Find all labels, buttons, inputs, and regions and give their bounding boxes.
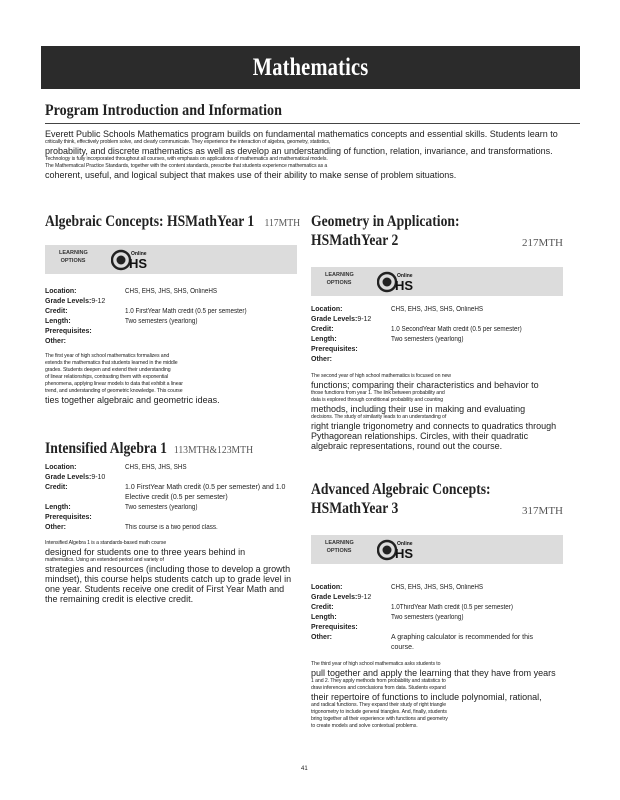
course-description [311, 373, 563, 451]
text-line: their repertoire of functions to include polynomial, rational, [311, 692, 542, 702]
text-line: functions; comparing their characteristics and behavior to [311, 380, 539, 390]
course-title: Intensified Algebra 1 113MTH&123MTH [45, 440, 254, 457]
course-title-line2: HSMathYear 3 [311, 500, 399, 517]
text-line: trigonometry to include general triangles. And, finally, students [311, 709, 447, 715]
intro-heading: Program Introduction and Information [45, 102, 282, 119]
course-intensified-algebra [45, 440, 297, 604]
text-line: algebraic representations, round out the course. [311, 441, 503, 451]
course-description [311, 661, 563, 730]
svg-text:Online: Online [397, 541, 413, 547]
text-line: coherent, useful, and logical subject that makes use of their ability to make sense of problem situations. [45, 170, 457, 180]
text-line: designed for students one to three years behind in [45, 547, 246, 557]
course-advanced-algebraic [311, 481, 563, 730]
course-title-line2: HSMathYear 2 [311, 232, 399, 249]
intro-paragraph [45, 129, 582, 180]
learning-options-label: LEARNING OPTIONS [59, 250, 88, 264]
text-line: ties together algebraic and geometric ideas. [45, 395, 220, 405]
course-fields: Location: CHS, EHS, JHS, SHS Grade Levels:9-10 Credit: 1.0 FirstYear Math credit (0.5 per semester) and 1.0 Elective credit (0.5 per semester) Length: Two semesters (yearlong) Prerequisites: Other: This course is a two period class. [45, 464, 286, 531]
text-line: grades. Students deepen and extend their understanding [45, 367, 171, 373]
page-title: Mathematics [252, 53, 369, 81]
online-hs-logo-icon [377, 270, 417, 294]
text-line: the remaining credit is elective credit. [45, 594, 194, 604]
svg-text:Online: Online [131, 251, 147, 257]
text-line: and radical functions. They expand their study of right triangle [311, 702, 447, 708]
text-line: Intensified Algebra 1 is a standards-based math course [45, 540, 167, 546]
text-line: 1 and 2. They apply methods from probability and statistics to [311, 678, 446, 684]
learning-options-bar: LEARNING OPTIONS HS Online [311, 535, 563, 564]
course-code: 317MTH [522, 505, 563, 517]
text-line: right triangle trigonometry and connects to quadratics through [311, 421, 557, 431]
text-line: methods, including their use in making and evaluating [311, 404, 526, 414]
learning-options-bar: LEARNING OPTIONS HS Online [311, 267, 563, 296]
svg-text:HS: HS [395, 546, 414, 561]
svg-text:HS: HS [129, 256, 148, 271]
text-line: draw inferences and conclusions from data. Students expand [311, 685, 446, 691]
text-line: The Mathematical Practice Standards, together with the content standards, prescribe that students experience mathematics as a [45, 163, 328, 169]
course-code: 113MTH&123MTH [173, 444, 254, 456]
course-title-line1: Advanced Algebraic Concepts: [311, 481, 491, 498]
svg-text:HS: HS [395, 278, 414, 293]
text-line: to create models and solve contextual problems. [311, 723, 418, 729]
course-description [45, 353, 297, 405]
text-line: Pythagorean relationships. Circles, with their quadratic [311, 431, 529, 441]
text-line: Technology is fully incorporated throughout all courses, with emphasis on applications of mathematics and mathematical models. [45, 156, 328, 162]
course-title: Algebraic Concepts: HSMathYear 1 117MTH [45, 213, 301, 230]
text-line: trend, and understanding of geometric knowledge. This course [45, 388, 183, 394]
course-fields: Location: CHS, EHS, JHS, SHS, OnlineHS Grade Levels:9-12 Credit: 1.0 FirstYear Math credit (0.5 per semester) Length: Two semesters (yearlong) Prerequisites: Other: [45, 287, 297, 347]
text-line: of linear relationships, contrasting them with exponential [45, 374, 169, 380]
course-description [45, 540, 297, 604]
text-line: The third year of high school mathematics asks students to [311, 661, 441, 667]
location-value: CHS, EHS, JHS, SHS, OnlineHS [125, 288, 218, 295]
svg-text:Online: Online [397, 273, 413, 279]
text-line: The first year of high school mathematics formalizes and [45, 353, 170, 359]
course-code: 217MTH [522, 237, 563, 249]
text-line: strategies and resources (including those to develop a growth [45, 564, 291, 574]
online-hs-logo-icon [111, 248, 151, 272]
text-line: phenomena, applying linear models to data that exhibit a linear [45, 381, 183, 387]
course-fields: Location: CHS, EHS, JHS, SHS, OnlineHS Grade Levels:9-12 Credit: 1.0 SecondYear Math credit (0.5 per semester) Length: Two semesters (yearlong) Prerequisites: Other: [311, 306, 522, 363]
text-line: data is explored through conditional probability and counting [311, 397, 444, 403]
text-line: pull together and apply the learning that they have from years [311, 668, 556, 678]
intro-divider [45, 123, 580, 124]
text-line: critically think, effectively problem solve, and clearly communicate. They experience the interaction of algebra, geometry, statistics, [45, 139, 331, 145]
text-line: bring together all their experience with functions and geometry [311, 716, 448, 722]
text-line: mindset), this course helps students catch up to grade level in [45, 574, 292, 584]
credit-value: 1.0 FirstYear Math credit (0.5 per semester) [125, 308, 247, 315]
page-header-banner [41, 46, 580, 89]
length-value: Two semesters (yearlong) [125, 318, 198, 325]
learning-options-bar [45, 245, 297, 274]
course-geometry [311, 213, 563, 451]
course-algebraic-concepts [45, 213, 301, 405]
text-line: those functions from year 1. The link between probability and [311, 390, 445, 396]
page-number: 41 [301, 766, 308, 772]
text-line: The second year of high school mathematics is focused on new [311, 373, 451, 379]
text-line: probability, and discrete mathematics as well as develop an understanding of function, relation, invariance, and transformations. [45, 146, 553, 156]
text-line: mathematics. Using an extended period and variety of [45, 557, 164, 563]
text-line: extends the mathematics that students learned in the middle [45, 360, 178, 366]
course-fields: Location: CHS, EHS, JHS, SHS, OnlineHS Grade Levels:9-12 Credit: 1.0ThirdYear Math credit (0.5 per semester) Length: Two semesters (yearlong) Prerequisites: Other: A graphing calculator is recommended for this course. [311, 584, 534, 651]
text-line: one year. Students receive one credit of First Year Math and [45, 584, 285, 594]
text-line: Everett Public Schools Mathematics program builds on fundamental mathematics concepts and essential skills. Students learn to [45, 129, 558, 139]
course-title-line1: Geometry in Application: [311, 213, 460, 230]
text-line: decisions. The study of similarity leads to an understanding of [311, 414, 447, 420]
course-code: 117MTH [264, 217, 301, 229]
online-hs-logo-icon [377, 538, 417, 562]
